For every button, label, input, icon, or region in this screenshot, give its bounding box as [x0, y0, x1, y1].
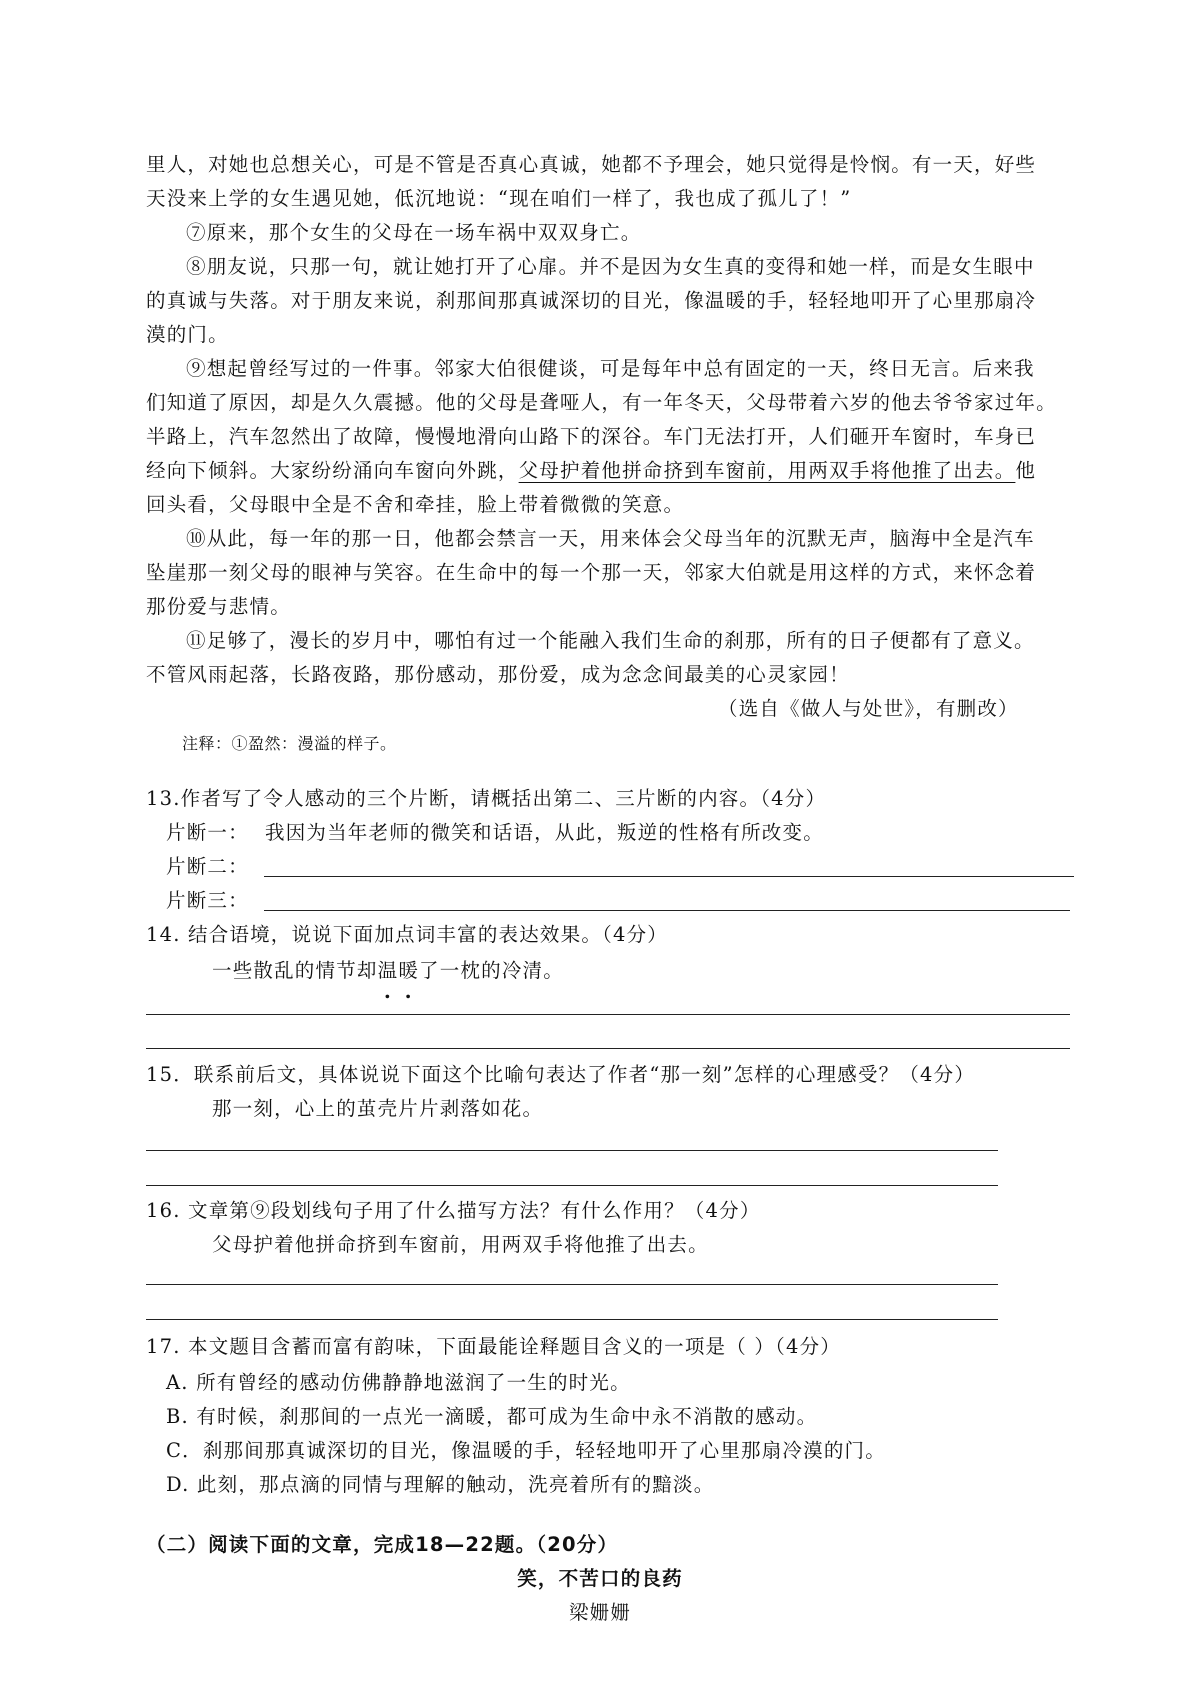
passage-line: 漠的门。 — [146, 323, 229, 346]
paragraph-8: ⑧朋友说，只那一句，就让她打开了心扉。并不是因为女生真的变得和她一样，而是女生眼中 — [186, 255, 1035, 278]
underlined-sentence: 父母护着他拼命挤到车窗前，用两双手将他推了出去。 — [518, 459, 1016, 482]
footnote: 注释：①盈然：漫溢的样子。 — [182, 734, 397, 753]
fragment-1-text: 我因为当年老师的微笑和话语，从此，叛逆的性格有所改变。 — [265, 821, 824, 844]
passage-line: 不管风雨起落，长路夜路，那份感动，那份爱，成为念念间最美的心灵家园！ — [146, 663, 850, 686]
question-16-stem: 16. 文章第⑨段划线句子用了什么描写方法？有什么作用？（4分） — [146, 1199, 761, 1222]
question-16-sentence: 父母护着他拼命挤到车窗前，用两双手将他推了出去。 — [212, 1233, 709, 1256]
fragment-3-label: 片断三： — [166, 889, 249, 912]
paragraph-9: ⑨想起曾经写过的一件事。邻家大伯很健谈，可是每年中总有固定的一天，终日无言。后来我 — [186, 357, 1035, 380]
article-author: 梁姗姗 — [568, 1601, 632, 1624]
passage-text: 他 — [1015, 459, 1037, 482]
section-heading: （二）阅读下面的文章，完成18—22题。（20分） — [146, 1533, 619, 1556]
option-c[interactable]: C．刹那间那真诚深切的目光，像温暖的手，轻轻地叩开了心里那扇冷漠的门。 — [166, 1439, 886, 1462]
passage-line: 坠崖那一刻父母的眼神与笑容。在生命中的每一个那一天，邻家大伯就是用这样的方式，来怀念着 — [146, 561, 1037, 584]
paragraph-11: ⑪足够了，漫长的岁月中，哪怕有过一个能融入我们生命的刹那，所有的日子便都有了意义。 — [186, 629, 1035, 652]
passage-line — [146, 459, 1036, 483]
answer-line[interactable] — [146, 1185, 998, 1186]
answer-line-fragment-3[interactable] — [264, 910, 1070, 911]
fragment-2-label: 片断二： — [166, 855, 249, 878]
answer-line[interactable] — [146, 1150, 998, 1151]
question-17-stem: 17. 本文题目含蓄而富有韵味，下面最能诠释题目含义的一项是（ ）（4分） — [146, 1335, 841, 1358]
passage-line: 半路上，汽车忽然出了故障，慢慢地滑向山路下的深谷。车门无法打开，人们砸开车窗时，车身已 — [146, 425, 1037, 448]
dotted-character: 温 — [377, 959, 399, 982]
passage-line: 回头看，父母眼中全是不舍和牵挂，脸上带着微微的笑意。 — [146, 493, 685, 516]
passage-line: 里人，对她也总想关心，可是不管是否真心真诚，她都不予理会，她只觉得是怜悯。有一天，好些 — [146, 153, 1037, 176]
passage-line: 的真诚与失落。对于朋友来说，刹那间那真诚深切的目光，像温暖的手，轻轻地叩开了心里那扇冷 — [146, 289, 1037, 312]
answer-line[interactable] — [146, 1319, 998, 1320]
paragraph-10: ⑩从此，每一年的那一日，他都会禁言一天，用来体会父母当年的沉默无声，脑海中全是汽车 — [186, 527, 1035, 550]
answer-line[interactable] — [146, 1048, 1070, 1049]
fragment-1-label: 片断一： — [166, 821, 249, 844]
question-15-sentence: 那一刻，心上的茧壳片片剥落如花。 — [212, 1097, 544, 1120]
option-d[interactable]: D. 此刻，那点滴的同情与理解的触动，洗亮着所有的黯淡。 — [166, 1473, 715, 1496]
question-15-stem: 15．联系前后文，具体说说下面这个比喻句表达了作者“那一刻”怎样的心理感受？（4分） — [146, 1063, 976, 1086]
dotted-character: 暖 — [398, 959, 420, 982]
answer-line[interactable] — [146, 1284, 998, 1285]
passage-line: 天没来上学的女生遇见她，低沉地说：“现在咱们一样了，我也成了孤儿了！” — [146, 187, 852, 210]
article-title: 笑，不苦口的良药 — [517, 1567, 683, 1590]
emphasis-dots-word: 加点 — [374, 923, 416, 946]
option-b[interactable]: B. 有时候，刹那间的一点光一滴暖，都可成为生命中永不消散的感动。 — [166, 1405, 818, 1428]
passage-line: 那份爱与悲情。 — [146, 595, 291, 618]
source-citation: （选自《做人与处世》，有删改） — [718, 697, 1019, 720]
passage-text: 经向下倾斜。大家纷纷涌向车窗向外跳， — [146, 459, 519, 482]
option-a[interactable]: A. 所有曾经的感动仿佛静静地滋润了一生的时光。 — [166, 1371, 631, 1394]
emphasis-dots-word: 最能 — [477, 1335, 520, 1358]
answer-line[interactable] — [146, 1014, 1070, 1015]
question-14-stem: 14. 结合语境，说说下面加点词丰富的表达效果。（4分） — [146, 923, 668, 946]
question-14-sentence: 一些散乱的情节却温暖了一枕的冷清。 — [212, 959, 564, 982]
answer-line-fragment-2[interactable] — [264, 876, 1074, 877]
paragraph-7: ⑦原来，那个女生的父母在一场车祸中双双身亡。 — [186, 221, 642, 244]
passage-line: 们知道了原因，却是久久震撼。他的父母是聋哑人，有一年冬天，父母带着六岁的他去爷爷家过年。 — [146, 391, 1057, 414]
question-13-stem: 13.作者写了令人感动的三个片断，请概括出第二、三片断的内容。（4分） — [146, 787, 827, 810]
